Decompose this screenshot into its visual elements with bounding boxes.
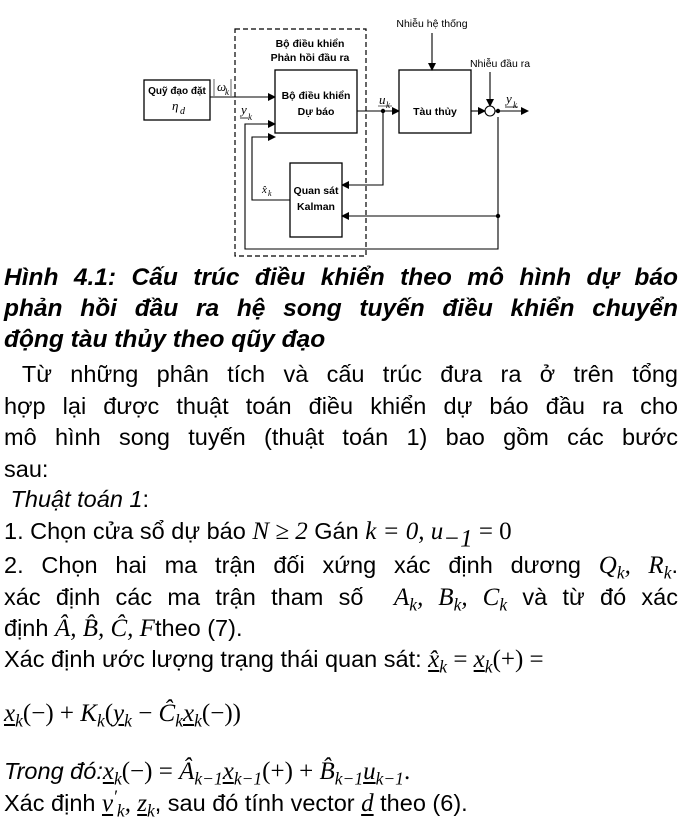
intro-paragraph xyxy=(4,359,678,485)
eta-sub: d xyxy=(180,106,185,117)
output-noise-label: Nhiễu đầu ra xyxy=(469,58,531,70)
caption-line-2: phản hồi đầu ra hệ song tuyến điều khiển chuyển xyxy=(4,295,678,322)
predictive-controller-label-2: Dự báo xyxy=(297,106,335,118)
omega-sub: k xyxy=(225,87,229,97)
algorithm-title: Thuật toán 1: xyxy=(4,486,150,512)
kalman-observer-block xyxy=(290,163,342,237)
summing-junction xyxy=(485,106,495,116)
state-estimate-line: Xác định ước lượng trạng thái quan sát: $x̂_k = x_k(+)$ = xyxy=(4,646,544,677)
ship-label: Tàu thủy xyxy=(413,106,457,118)
block-diagram xyxy=(0,0,680,262)
intro-line-4: sau: xyxy=(4,455,49,482)
caption-line-3: động tàu thủy theo qũy đạo xyxy=(4,326,326,353)
xhat-label: x̂ xyxy=(262,184,267,196)
predictive-controller-label-1: Bộ điều khiển xyxy=(281,90,351,102)
reference-trajectory-label: Quỹ đạo đặt xyxy=(148,86,206,97)
eta-symbol: η xyxy=(172,98,179,113)
intro-line-3: mô hình song tuyến (thuật toán 1) bao gồm các bước xyxy=(4,424,678,450)
kalman-label-2: Kalman xyxy=(297,201,335,213)
intro-line-1: Từ những phân tích và cấu trúc đưa ra ở trên tổng xyxy=(4,361,678,387)
state-estimate-line-2: $x_k(-) + K_k(y_k$ − $Ĉ_kx_k(-)$) xyxy=(4,700,241,731)
y-output-sub: k xyxy=(513,100,517,110)
y-output-label: y xyxy=(506,91,512,106)
algorithm-step-1: 1. Chọn cửa sổ dự báo N ≥ 2 Gán k = 0, $u_{-1} = 0$ xyxy=(4,518,512,553)
u-label: u xyxy=(379,92,386,107)
ship-block xyxy=(399,70,471,133)
system-noise-label: Nhiễu hệ thống xyxy=(396,18,468,30)
xhat-sub: k xyxy=(268,189,272,198)
algorithm-step-2: 2. Chọn hai ma trận đối xứng xác định dương $Q_k$, $R_k$. xác định các ma trận tham số $A_k$, $B_k$, $C_k$ và từ đó xác định Â, B̂, Ĉ, Ftheo (7). xyxy=(4,552,678,642)
controller-group-title-2: Phản hồi đầu ra xyxy=(270,52,350,64)
caption-line-1: Hình 4.1: Cấu trúc điều khiển theo mô hình dự báo xyxy=(4,264,678,291)
omega-label: ω xyxy=(217,79,227,94)
final-step-line: Xác định $v'_k$, $z_k$, sau đó tính vector d theo (6). xyxy=(4,786,468,821)
kalman-label-1: Quan sát xyxy=(293,185,339,197)
where-line: Trong $đó:x_k(-)$ = $Â_{k-1}x_{k-1}(+)$ + $B̂_{k-1}u_{k-1}$. xyxy=(4,758,411,789)
controller-group-title-1: Bộ điều khiển xyxy=(275,38,345,50)
u-sub: k xyxy=(386,100,390,110)
y-input-label: y xyxy=(241,102,247,117)
intro-line-2: hợp lại được thuật toán điều khiển dự báo đầu ra cho xyxy=(4,392,678,419)
y-input-sub: k xyxy=(248,112,252,122)
figure-caption xyxy=(4,262,678,355)
